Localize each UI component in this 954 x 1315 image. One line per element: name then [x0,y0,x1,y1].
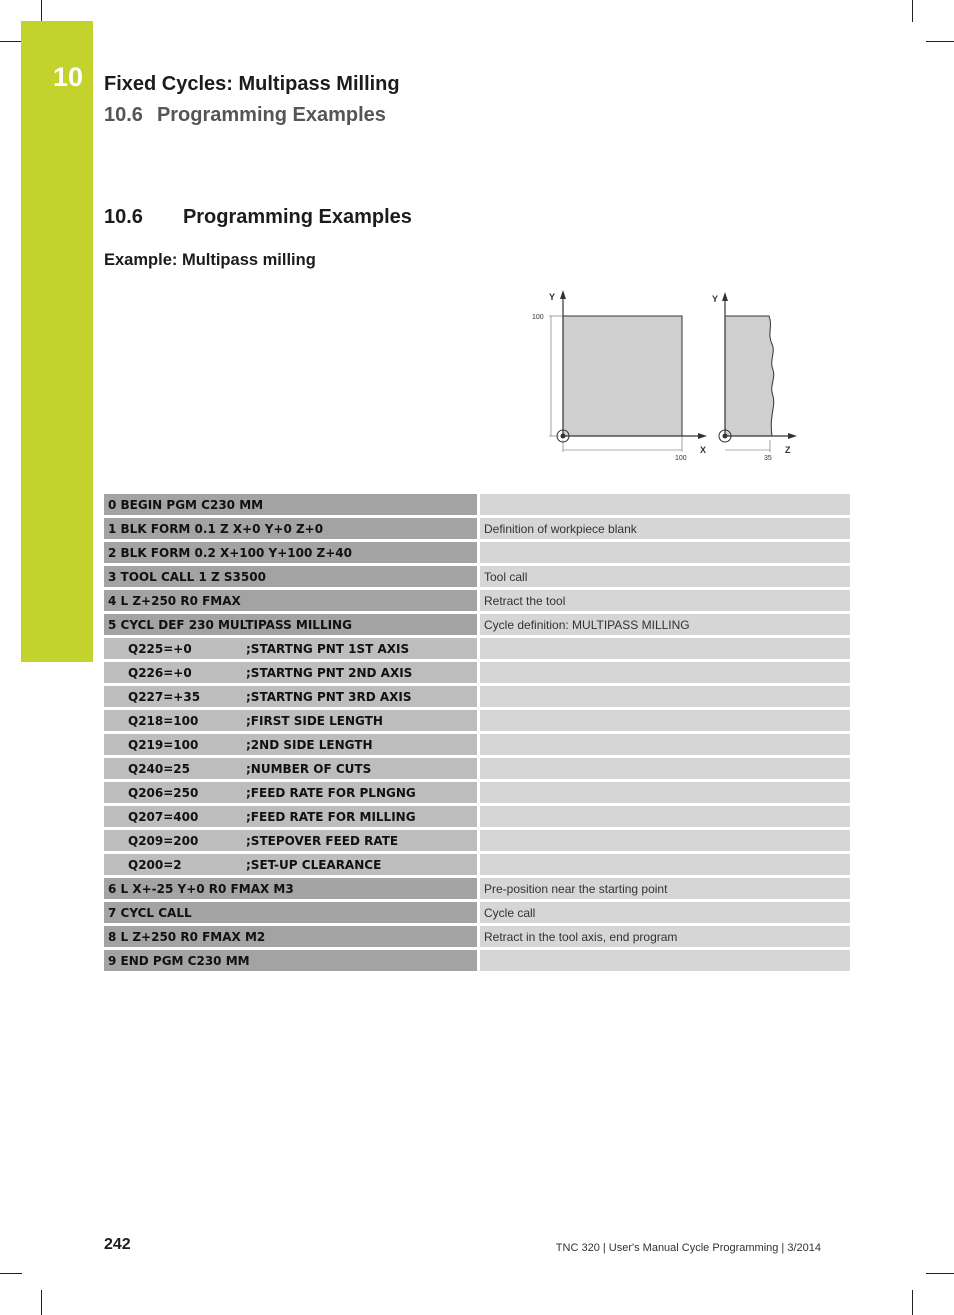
side-y-axis-arrow [722,292,728,301]
chapter-tab [21,21,93,662]
program-block: 2 BLK FORM 0.2 X+100 Y+100 Z+40 [104,541,479,565]
z-dimension-label: 35 [764,455,772,462]
parameter-value: Q200=2 [128,857,182,872]
running-section-number: 10.6 [104,104,143,126]
parameter-row [104,637,850,661]
section-heading [104,206,412,229]
footer-doc-info: TNC 320 | User's Manual Cycle Programming | 3/2014 [555,1242,821,1254]
cycle-parameter [104,637,479,661]
cycle-parameter [104,661,479,685]
crop-mark [41,1290,42,1315]
program-description [479,494,851,517]
x-axis-label: X [700,445,707,455]
cycle-parameter [104,805,479,829]
section-number: 10.6 [104,206,143,228]
datum-symbol-center [561,434,566,439]
chapter-title: Fixed Cycles: Multipass Milling [104,73,400,95]
program-description [479,661,851,685]
program-description [479,709,851,733]
parameter-row [104,709,850,733]
parameter-row [104,661,850,685]
cycle-parameter [104,757,479,781]
program-description [479,733,851,757]
parameter-value: Q218=100 [128,713,199,728]
z-axis-label: Z [785,445,791,455]
program-row [104,565,850,589]
front-view [532,290,707,462]
parameter-comment: ;2ND SIDE LENGTH [246,737,373,752]
parameter-comment: ;FIRST SIDE LENGTH [246,713,383,728]
program-description: Tool call [479,565,851,589]
program-description [479,829,851,853]
program-row [104,877,850,901]
program-description: Cycle definition: MULTIPASS MILLING [479,613,851,637]
program-description [479,853,851,877]
crop-mark [41,0,42,22]
side-view [712,292,797,462]
parameter-row [104,781,850,805]
program-description: Definition of workpiece blank [479,517,851,541]
program-row [104,589,850,613]
program-block: 8 L Z+250 R0 FMAX M2 [104,925,479,949]
nc-program-table [104,494,850,974]
x-dimension-label: 100 [675,455,687,462]
program-description [479,949,851,973]
program-description: Retract in the tool axis, end program [479,925,851,949]
parameter-value: Q207=400 [128,809,199,824]
crop-mark [0,1273,22,1274]
program-description: Pre-position near the starting point [479,877,851,901]
parameter-row [104,805,850,829]
program-description [479,757,851,781]
side-y-axis-label: Y [712,294,719,304]
side-view-part [725,316,774,436]
program-description: Retract the tool [479,589,851,613]
parameter-row [104,733,850,757]
z-axis-arrow [788,433,797,439]
cycle-parameter [104,733,479,757]
parameter-comment: ;NUMBER OF CUTS [246,761,372,776]
parameter-comment: ;FEED RATE FOR PLNGNG [246,785,416,800]
front-view-part [563,316,682,436]
parameter-comment: ;FEED RATE FOR MILLING [246,809,416,824]
running-section-title: Programming Examples [156,104,386,126]
y-dimension-label: 100 [532,314,544,321]
parameter-value: Q225=+0 [128,641,192,656]
running-section-header [104,104,386,127]
program-description [479,781,851,805]
parameter-row [104,829,850,853]
crop-mark [0,41,22,42]
program-block: 3 TOOL CALL 1 Z S3500 [104,565,479,589]
parameter-value: Q219=100 [128,737,199,752]
example-heading: Example: Multipass milling [104,251,316,269]
parameter-comment: ;SET-UP CLEARANCE [246,857,382,872]
program-block: 6 L X+-25 Y+0 R0 FMAX M3 [104,877,479,901]
program-description [479,541,851,565]
parameter-row [104,685,850,709]
program-row [104,541,850,565]
cycle-parameter [104,709,479,733]
cycle-parameter [104,829,479,853]
program-block: 1 BLK FORM 0.1 Z X+0 Y+0 Z+0 [104,517,479,541]
cycle-parameter [104,685,479,709]
program-block: 4 L Z+250 R0 FMAX [104,589,479,613]
parameter-value: Q209=200 [128,833,199,848]
crop-mark [912,1290,913,1315]
x-axis-arrow [698,433,707,439]
program-description [479,685,851,709]
crop-mark [926,41,954,42]
program-description: Cycle call [479,901,851,925]
parameter-comment: ;STARTNG PNT 2ND AXIS [246,665,413,680]
program-row [104,494,850,517]
parameter-value: Q206=250 [128,785,199,800]
chapter-number: 10 [53,62,84,92]
parameter-comment: ;STEPOVER FEED RATE [246,833,399,848]
workpiece-figure [527,286,807,466]
parameter-value: Q240=25 [128,761,191,776]
program-block: 7 CYCL CALL [104,901,479,925]
y-axis-arrow [560,290,566,299]
y-axis-label: Y [549,292,556,302]
program-row [104,517,850,541]
program-block: 0 BEGIN PGM C230 MM [104,494,479,517]
crop-mark [912,0,913,22]
program-description [479,637,851,661]
cycle-parameter [104,853,479,877]
program-description [479,805,851,829]
crop-mark [926,1273,954,1274]
program-row [104,901,850,925]
parameter-value: Q227=+35 [128,689,201,704]
program-row [104,613,850,637]
parameter-comment: ;STARTNG PNT 3RD AXIS [246,689,412,704]
parameter-row [104,853,850,877]
program-block: 9 END PGM C230 MM [104,949,479,973]
side-datum-symbol-center [723,434,728,439]
program-block: 5 CYCL DEF 230 MULTIPASS MILLING [104,613,479,637]
program-row [104,925,850,949]
cycle-parameter [104,781,479,805]
parameter-comment: ;STARTNG PNT 1ST AXIS [246,641,410,656]
parameter-row [104,757,850,781]
program-row [104,949,850,973]
parameter-value: Q226=+0 [128,665,192,680]
section-title: Programming Examples [182,206,412,228]
page-number: 242 [104,1236,131,1253]
